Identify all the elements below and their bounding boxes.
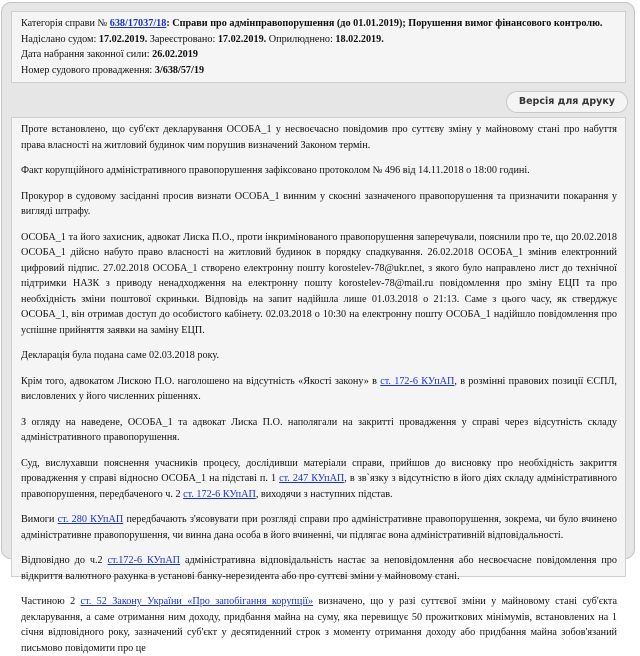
effective-label: Дата набрання законної сили: bbox=[21, 49, 153, 60]
paragraph bbox=[21, 374, 617, 405]
paragraph: З огляду на наведене, ОСОБА_1 та адвокат Лиска П.О. наполягали на закритті провадження у справі через відсутність складу адміністративного правопорушення. bbox=[21, 416, 617, 443]
proceeding-label: Номер судового провадження: bbox=[21, 64, 155, 76]
document-text-panel bbox=[11, 117, 626, 654]
case-metadata-panel bbox=[11, 11, 626, 83]
law-link-280[interactable]: ст. 280 КУпАП bbox=[57, 514, 124, 525]
category-label: Категорія справи № bbox=[21, 18, 110, 29]
paragraph-text: , в розмінні правових позиції ЄСПЛ, висловлених у його численних рішеннях. bbox=[21, 375, 617, 402]
paragraph bbox=[21, 553, 617, 584]
paragraph-text: адміністративна відповідальність настає за неповідомлення або несвоєчасне повідомлення про відкриття валютного рахунка в установі банку-нерезидента або про суттєві зміни у майновому стані. bbox=[21, 555, 617, 582]
case-category-line bbox=[21, 16, 617, 32]
paragraph-text: Відповідно до ч.2 bbox=[21, 555, 108, 566]
paragraph: ОСОБА_1 та його захисник, адвокат Лиска П.О., проти інкримінованого правопорушення заперечували, пояснили про те, що 20.02.2018 ОСОБА_1 дійсно набуто право власності на житловий будинок в порядку спадкування. 26.02.2018 ОСОБА_1 змінив електронний цифровий підпис. 27.02.2018 ОСОБА_1 створено електронну пошту korostelev-78@ukr.net, з якого було направлено лист до технічної підтримки НАЗК з приводу ненадходження на електронну пошту korostelev-78@mail.ru повідомлення про зміну ЕЦП та про необхідність зміни поштової скриньки. Відповідь на запит надійшла лише 01.03.2018 о 21:13. Саме з цього часу, як стверджує ОСОБА_1, він отримав доступ до особистого кабінету. 02.03.2018 о 10:30 на електронну пошту ОСОБА_1 надійшло повідомлення про успішне прийняття заявки на заміну ЕЦП. bbox=[21, 231, 617, 336]
case-dates-line bbox=[21, 32, 617, 48]
effective-value: 26.02.2019 bbox=[152, 49, 198, 60]
paragraph-text: передбачають з'ясовувати при розгляді справи про адміністративне правопорушення, зокрема, чи було вчинено адміністративне правопорушення, чи винна дана особа в його вчиненні, чи підлягає вона адміністративній відповідальності. bbox=[21, 514, 618, 541]
paragraph-text: Вимоги bbox=[21, 514, 58, 525]
law-link-172-6[interactable]: ст.172-6 КУпАП bbox=[107, 555, 181, 566]
document-viewer bbox=[1, 2, 635, 654]
paragraph: Прокурор в судовому засіданні просив визнати ОСОБА_1 винним у скоєнні зазначеного правопорушення та призначити покарання у вигляді штрафу. bbox=[21, 190, 617, 217]
paragraph-text: визначено, що у разі суттєвої зміни у майновому стані суб'єкта декларування, а саме отримання ним доходу, придбання майна на суму, яка перевищує 50 прожиткових мінімумів, встановлених на 1 січня відповідного року, зазначений суб'єкт у десятиденний строк з моменту отримання доходу або придбання майна зобов'язаний письмово повідомити про це bbox=[21, 596, 617, 654]
paragraph-text: , виходячи з наступних підстав. bbox=[255, 488, 393, 500]
proceeding-number-line bbox=[21, 63, 617, 79]
case-number-link[interactable]: 638/17037/18 bbox=[109, 18, 167, 29]
paragraph-text: Крім того, адвокатом Лискою П.О. наголошено на відсутність «Якості закону» в bbox=[21, 375, 381, 387]
law-link-anticorruption-52[interactable]: ст. 52 Закону України «Про запобігання корупції» bbox=[80, 596, 314, 607]
paragraph-text: Суд, вислухавши пояснення учасників процесу, дослідивши матеріали справи, прийшов до висновку про необхідність закриття провадження у справі відносно ОСОБА_1 на підставі п. 1 bbox=[21, 457, 617, 484]
law-link-247[interactable]: ст. 247 КУпАП bbox=[279, 473, 345, 484]
proceeding-value: 3/638/57/19 bbox=[154, 64, 205, 76]
paragraph bbox=[21, 512, 617, 543]
paragraph-text: Частиною 2 bbox=[21, 596, 81, 607]
registered-value: 17.02.2019. bbox=[217, 33, 267, 45]
paragraph bbox=[21, 594, 617, 656]
paragraph: Факт корупційного адміністративного правопорушення зафіксовано протоколом № 496 від 14.11.2018 о 18:00 годині. bbox=[21, 165, 530, 176]
effective-date-line bbox=[21, 47, 617, 63]
law-link-172-6[interactable]: ст. 172-6 КУпАП bbox=[380, 375, 455, 387]
sent-value: 17.02.2019. bbox=[98, 33, 148, 45]
paragraph bbox=[21, 456, 617, 503]
category-value: : Справи про адмінправопорушення (до 01.01.2019); Порушення вимог фінансового контролю. bbox=[166, 18, 603, 29]
published-label: Оприлюднено: bbox=[266, 33, 336, 45]
registered-label: Зареєстровано: bbox=[147, 33, 218, 45]
print-version-button[interactable]: Версія для друку bbox=[506, 91, 628, 113]
paragraph-text: , в зв`язку з відсутністю в його діях складу адміністративного правопорушення, передбаченого ч. 2 bbox=[21, 473, 617, 500]
published-value: 18.02.2019. bbox=[335, 33, 384, 45]
sent-label: Надіслано судом: bbox=[21, 33, 99, 45]
paragraph: Декларація була подана саме 02.03.2018 року. bbox=[21, 350, 220, 361]
law-link-172-6[interactable]: ст. 172-6 КУпАП bbox=[183, 488, 256, 500]
paragraph: Проте встановлено, що суб'єкт декларування ОСОБА_1 у несвоєчасно повідомив про суттєву зміну у майновому стані про набуття права власності на житловий будинок чим порушив визначений Законом термін. bbox=[21, 124, 617, 151]
